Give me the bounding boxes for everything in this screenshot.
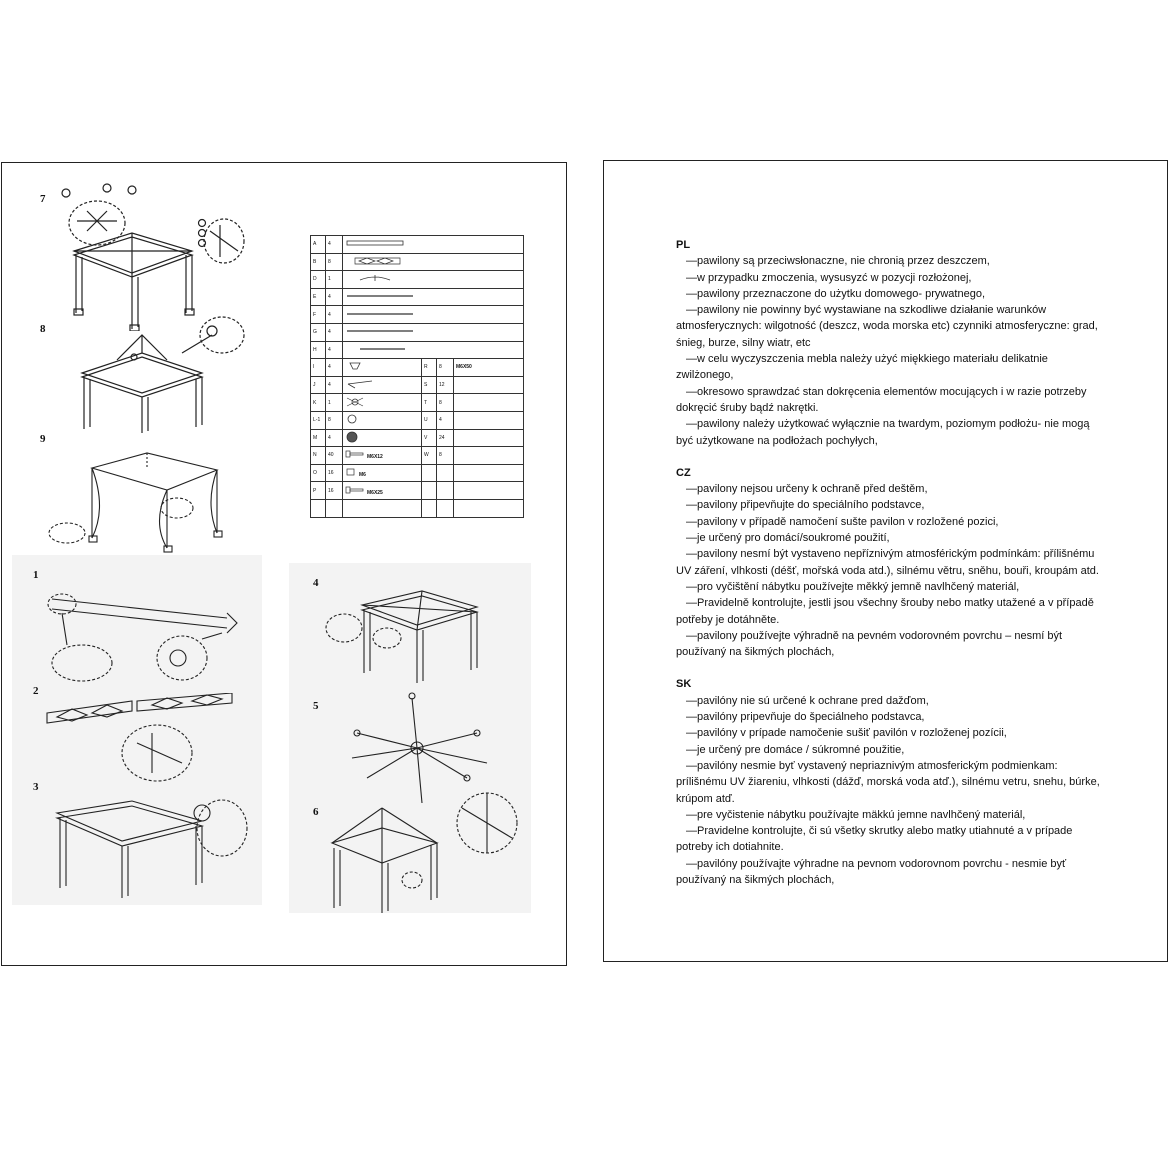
- safety-note-line: používaný na šikmých plochách,: [676, 646, 835, 659]
- safety-notes-page: [603, 160, 1168, 962]
- part-drawing: [343, 306, 524, 324]
- parts-table-row: [311, 359, 524, 377]
- part-size-label: [454, 482, 524, 500]
- part-letter: P: [311, 482, 326, 500]
- step-number: 5: [313, 700, 319, 712]
- part-size-label: [454, 376, 524, 394]
- safety-note-line: —pavilony připevňujte do speciálního podstavce,: [686, 499, 925, 512]
- safety-note-line: —pawilony nie powinny być wystawiane na szkodliwe działanie warunków: [686, 304, 1047, 317]
- part-drawing: [343, 447, 422, 465]
- part-letter: D: [311, 271, 326, 289]
- parts-table-row: [311, 306, 524, 324]
- part-letter: [422, 464, 437, 482]
- language-heading: SK: [676, 678, 692, 691]
- safety-note-line: —pawilony są przeciwsłonaczne, nie chronią przez deszczem,: [686, 255, 990, 268]
- safety-note-line: —pavilóny používajte výhradne na pevnom vodorovnom povrchu - nesmie byť: [686, 857, 1067, 870]
- part-quantity: 4: [326, 306, 343, 324]
- part-letter: A: [311, 236, 326, 254]
- parts-table-row: [311, 429, 524, 447]
- safety-notes-text: [676, 237, 1136, 888]
- part-size-label: [454, 411, 524, 429]
- parts-table-row: [311, 271, 524, 289]
- safety-note-line: UV záření, vlhkosti (déšť, mořská voda atd.), silnému větru, sněhu, bouři, kroupám atd.: [676, 564, 1099, 577]
- part-drawing: [343, 376, 422, 394]
- part-letter: [311, 499, 326, 517]
- safety-note-line: používaný na šikmých plochách,: [676, 873, 835, 886]
- safety-note-line: —je určený pre domáce / súkromné použitie,: [686, 743, 905, 756]
- assembly-instructions-page: [1, 162, 567, 966]
- part-quantity: 4: [326, 359, 343, 377]
- part-quantity: 4: [326, 376, 343, 394]
- language-heading: CZ: [676, 466, 691, 479]
- part-quantity: 4: [326, 341, 343, 359]
- part-quantity: 8: [437, 394, 454, 412]
- roof-frame-diagram: [322, 788, 522, 918]
- safety-note-line: —pawilony przeznaczone do użytku domowego- prywatnego,: [686, 287, 985, 300]
- part-quantity: 40: [326, 447, 343, 465]
- part-quantity: [437, 482, 454, 500]
- part-letter: S: [422, 376, 437, 394]
- part-quantity: 24: [437, 429, 454, 447]
- part-drawing: [343, 253, 524, 271]
- safety-note-line: —w przypadku zmoczenia, wysusyzć w pozycji rozłożonej,: [686, 271, 972, 284]
- part-quantity: 4: [326, 429, 343, 447]
- part-letter: F: [311, 306, 326, 324]
- part-size-label: M6X50: [454, 359, 524, 377]
- safety-note-line: —pavilony nesmí být vystaveno nepříznivým atmosférickým podmínkám: přílišnému: [686, 548, 1095, 561]
- section-gap: [676, 449, 1136, 465]
- gazebo-canopy-diagram: [47, 448, 237, 558]
- part-drawing: [343, 323, 524, 341]
- safety-note-line: potreby ich dotiahnite.: [676, 841, 784, 854]
- part-quantity: [326, 499, 343, 517]
- corner-bracket-diagram: [322, 583, 512, 693]
- step-number: 9: [40, 433, 46, 445]
- step-number: 7: [40, 193, 46, 205]
- part-drawing: [343, 341, 524, 359]
- post-assembly-diagram: [42, 573, 242, 683]
- part-drawing: [343, 482, 422, 500]
- safety-note-line: zwilżonego,: [676, 369, 734, 382]
- step-number: 4: [313, 577, 319, 589]
- parts-table-row: [311, 499, 524, 517]
- safety-note-line: —pre vyčistenie nábytku používajte mäkkú jemne navlhčený materiál,: [686, 808, 1026, 821]
- step-number: 6: [313, 806, 319, 818]
- parts-table-row: [311, 482, 524, 500]
- part-letter: G: [311, 323, 326, 341]
- part-quantity: 4: [326, 288, 343, 306]
- parts-table-row: [311, 341, 524, 359]
- part-quantity: 4: [437, 411, 454, 429]
- part-letter: I: [311, 359, 326, 377]
- part-letter: K: [311, 394, 326, 412]
- safety-note-line: krúpom atď.: [676, 792, 735, 805]
- part-quantity: [437, 464, 454, 482]
- lattice-beam-diagram: [42, 693, 252, 793]
- frame-assembly-diagram: [42, 793, 252, 903]
- safety-note-line: —pavilony nejsou určeny k ochraně před deštěm,: [686, 483, 928, 496]
- safety-note-line: —okresowo sprawdzać stan dokręcenia elementów mocujących i w razie potrzeby: [686, 385, 1087, 398]
- parts-table-row: [311, 253, 524, 271]
- parts-table-row: [311, 394, 524, 412]
- safety-note-line: dokręcić śruby bądź nakrętki.: [676, 401, 819, 414]
- part-quantity: [437, 499, 454, 517]
- part-letter: O: [311, 464, 326, 482]
- part-letter: B: [311, 253, 326, 271]
- part-size-label: [454, 394, 524, 412]
- safety-note-line: —pavilony v případě namočení sušte pavilon v rozložené pozici,: [686, 515, 999, 528]
- parts-table-row: [311, 464, 524, 482]
- step-number: 1: [33, 569, 39, 581]
- parts-list-table: [310, 235, 524, 518]
- safety-note-line: prílišnému UV žiareniu, vlhkosti (dážď, morská voda atď.), silnému vetru, snehu, búrke,: [676, 776, 1100, 789]
- safety-note-line: śnieg, burze, silny wiatr, etc: [676, 336, 811, 349]
- parts-table-row: [311, 323, 524, 341]
- part-drawing: [343, 271, 524, 289]
- part-drawing: [343, 236, 524, 254]
- safety-note-line: być użytkowane na podłożach pochyłych,: [676, 434, 878, 447]
- part-letter: V: [422, 429, 437, 447]
- part-quantity: 4: [326, 323, 343, 341]
- parts-table-row: [311, 411, 524, 429]
- part-quantity: 16: [326, 464, 343, 482]
- safety-note-line: —pavilóny nie sú určené k ochrane pred dažďom,: [686, 694, 929, 707]
- part-quantity: 8: [437, 447, 454, 465]
- part-drawing: [343, 411, 422, 429]
- part-letter: U: [422, 411, 437, 429]
- part-letter: N: [311, 447, 326, 465]
- part-drawing: [343, 464, 422, 482]
- part-letter: [422, 482, 437, 500]
- part-quantity: 8: [326, 253, 343, 271]
- part-size-label: M6: [359, 472, 366, 479]
- step-number: 3: [33, 781, 39, 793]
- part-letter: E: [311, 288, 326, 306]
- part-quantity: 4: [326, 236, 343, 254]
- language-heading: PL: [676, 239, 691, 251]
- part-drawing: [343, 394, 422, 412]
- parts-table-row: [311, 236, 524, 254]
- safety-note-line: potřeby je dotáhněte.: [676, 613, 780, 626]
- part-letter: [422, 499, 437, 517]
- part-drawing: [343, 288, 524, 306]
- part-letter: T: [422, 394, 437, 412]
- part-quantity: 12: [437, 376, 454, 394]
- safety-note-line: —Pravidelně kontrolujte, jestli jsou všechny šrouby nebo matky utažené a v případě: [686, 597, 1094, 610]
- parts-table-row: [311, 288, 524, 306]
- part-size-label: [454, 429, 524, 447]
- part-drawing: [343, 429, 422, 447]
- parts-table-row: [311, 376, 524, 394]
- part-quantity: 16: [326, 482, 343, 500]
- safety-note-line: —w celu wyczyszczenia mebla należy użyć miękkiego materiału delikatnie: [686, 353, 1048, 366]
- part-letter: L-1: [311, 411, 326, 429]
- part-size-label: [454, 447, 524, 465]
- part-letter: W: [422, 447, 437, 465]
- part-drawing: [343, 499, 422, 517]
- part-drawing: [343, 359, 422, 377]
- section-gap: [676, 660, 1136, 676]
- safety-note-line: —pavilóny nesmie byť vystavený nepriaznivým atmosferickým podmienkam:: [686, 759, 1058, 772]
- part-quantity: 8: [437, 359, 454, 377]
- step-number: 8: [40, 323, 46, 335]
- part-quantity: 8: [326, 411, 343, 429]
- safety-note-line: —pawilony należy użytkować wyłącznie na twardym, poziomym podłożu- nie mogą: [686, 418, 1090, 431]
- part-letter: R: [422, 359, 437, 377]
- part-letter: H: [311, 341, 326, 359]
- step-number: 2: [33, 685, 39, 697]
- safety-note-line: —pavilóny pripevňuje do špeciálneho podstavca,: [686, 711, 925, 724]
- safety-note-line: —pro vyčištění nábytku používejte měkký jemně navlhčený materiál,: [686, 580, 1020, 593]
- part-letter: J: [311, 376, 326, 394]
- part-quantity: 1: [326, 271, 343, 289]
- gazebo-frame-diagram: [62, 305, 252, 435]
- safety-note-line: atmosferycznych: wilgotność (deszcz, woda morska etc) czynniki atmosferyczne: grad,: [676, 320, 1098, 333]
- part-size-label: [454, 464, 524, 482]
- safety-note-line: —Pravidelne kontrolujte, či sú všetky skrutky alebo matky utiahnuté a v prípade: [686, 825, 1073, 838]
- part-quantity: 1: [326, 394, 343, 412]
- part-size-label: [454, 499, 524, 517]
- part-letter: M: [311, 429, 326, 447]
- safety-note-line: —pavilony používejte výhradně na pevném vodorovném povrchu – nesmí být: [686, 629, 1063, 642]
- part-size-label: M6X12: [367, 454, 383, 461]
- parts-table-row: [311, 447, 524, 465]
- safety-note-line: —pavilóny v prípade namočenie sušiť pavilón v rozloženej pozícii,: [686, 727, 1007, 740]
- safety-note-line: —je určený pro domácí/soukromé použití,: [686, 532, 890, 545]
- part-size-label: M6X25: [367, 489, 383, 496]
